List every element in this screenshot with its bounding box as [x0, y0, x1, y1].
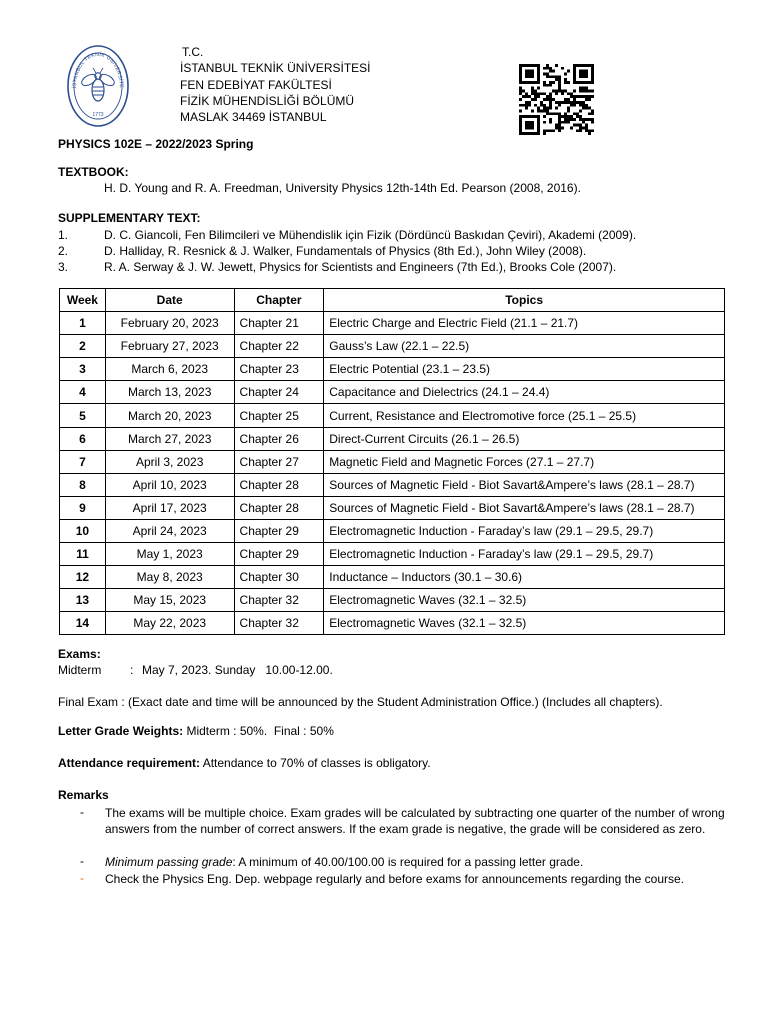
date-cell: April 10, 2023: [105, 473, 234, 496]
week-cell: 6: [60, 427, 106, 450]
seal-arc-text: İSTANBUL TEKNİK ÜNİVERSİTE: [71, 51, 125, 89]
remarks-label: Remarks: [58, 788, 109, 802]
date-cell: February 27, 2023: [105, 335, 234, 358]
textbook-label: TEXTBOOK:: [58, 165, 129, 179]
bee-seal-icon: [66, 44, 130, 128]
course-title: PHYSICS 102E – 2022/2023 Spring: [58, 137, 254, 151]
date-cell: May 22, 2023: [105, 612, 234, 635]
chapter-cell: Chapter 27: [234, 450, 324, 473]
week-cell: 14: [60, 612, 106, 635]
remark-bullet-2: -: [80, 854, 84, 868]
chapter-cell: Chapter 22: [234, 335, 324, 358]
chapter-cell: Chapter 32: [234, 612, 324, 635]
table-row: [60, 589, 725, 612]
header-line-address: MASLAK 34469 İSTANBUL: [180, 110, 327, 125]
chapter-cell: Chapter 28: [234, 473, 324, 496]
header-week: Week: [60, 289, 106, 312]
supplementary-label: SUPPLEMENTARY TEXT:: [58, 211, 201, 225]
week-cell: 3: [60, 358, 106, 381]
date-cell: May 1, 2023: [105, 543, 234, 566]
remark-item-1: The exams will be multiple choice. Exam grades will be calculated by subtracting one quarter of the number of wrong answers from the number of correct answers. If the exam grade is negative, the grade will be considered as zero.: [105, 806, 725, 837]
header-line-university: İSTANBUL TEKNİK ÜNİVERSİTESİ: [180, 61, 371, 76]
attendance: [58, 756, 431, 770]
seal-year: 1773: [92, 112, 104, 118]
header-line-department: FİZİK MÜHENDİSLİĞİ BÖLÜMÜ: [180, 93, 355, 108]
topic-cell: Electromagnetic Induction - Faraday’s law (29.1 – 29.5, 29.7): [324, 519, 725, 542]
week-cell: 11: [60, 543, 106, 566]
date-cell: April 17, 2023: [105, 496, 234, 519]
topic-cell: Electromagnetic Induction - Faraday’s law (29.1 – 29.5, 29.7): [324, 543, 725, 566]
topic-cell: Sources of Magnetic Field - Biot Savart&Ampere’s laws (28.1 – 28.7): [324, 473, 725, 496]
attendance-value: Attendance to 70% of classes is obligatory.: [200, 756, 431, 770]
textbook-text: H. D. Young and R. A. Freedman, University Physics 12th-14th Ed. Pearson (2008, 2016).: [104, 181, 581, 195]
header-date: Date: [105, 289, 234, 312]
remark-item-2-italic: Minimum passing grade: [105, 855, 233, 869]
header-chapter: Chapter: [234, 289, 324, 312]
header-topics: Topics: [324, 289, 725, 312]
week-cell: 8: [60, 473, 106, 496]
chapter-cell: Chapter 25: [234, 404, 324, 427]
date-cell: May 8, 2023: [105, 566, 234, 589]
week-cell: 7: [60, 450, 106, 473]
chapter-cell: Chapter 29: [234, 519, 324, 542]
supplementary-text-1: D. C. Giancoli, Fen Bilimcileri ve Mühendislik için Fizik (Dördüncü Baskıdan Çeviri), Akademi (2009).: [104, 228, 637, 242]
week-cell: 9: [60, 496, 106, 519]
qr-code-icon: [519, 64, 594, 135]
remark-item-2: [105, 854, 735, 870]
table-row: [60, 450, 725, 473]
remark-item-3: Check the Physics Eng. Dep. webpage regularly and before exams for announcements regarding the course.: [105, 872, 684, 886]
midterm-label: Midterm: [58, 663, 102, 677]
grade-weights-label: Letter Grade Weights:: [58, 724, 184, 738]
table-row: [60, 566, 725, 589]
university-seal: [66, 44, 130, 128]
table-row: [60, 519, 725, 542]
table-row: [60, 312, 725, 335]
supplementary-text-3: R. A. Serway & J. W. Jewett, Physics for Scientists and Engineers (7th Ed.), Brooks Cole (2007).: [104, 260, 617, 274]
topic-cell: Capacitance and Dielectrics (24.1 – 24.4): [324, 381, 725, 404]
supplementary-num-2: 2.: [58, 244, 69, 258]
date-cell: March 20, 2023: [105, 404, 234, 427]
table-row: [60, 612, 725, 635]
supplementary-num-3: 3.: [58, 260, 69, 274]
topic-cell: Electric Charge and Electric Field (21.1 – 21.7): [324, 312, 725, 335]
svg-text:İSTANBUL TEKNİK ÜNİVERSİTESİ: [66, 44, 124, 88]
chapter-cell: Chapter 23: [234, 358, 324, 381]
final-exam-text: Final Exam : (Exact date and time will be announced by the Student Administration Office.) (Includes all chapters).: [58, 695, 663, 709]
topic-cell: Electromagnetic Waves (32.1 – 32.5): [324, 612, 725, 635]
attendance-label: Attendance requirement:: [58, 756, 201, 770]
topic-cell: Inductance – Inductors (30.1 – 30.6): [324, 566, 725, 589]
table-row: [60, 543, 725, 566]
chapter-cell: Chapter 21: [234, 312, 324, 335]
table-row: [60, 335, 725, 358]
exams-label: Exams:: [58, 647, 101, 661]
topic-cell: Gauss’s Law (22.1 – 22.5): [324, 335, 725, 358]
date-cell: March 27, 2023: [105, 427, 234, 450]
date-cell: May 15, 2023: [105, 589, 234, 612]
chapter-cell: Chapter 30: [234, 566, 324, 589]
table-header-row: [60, 289, 725, 312]
topic-cell: Direct-Current Circuits (26.1 – 26.5): [324, 427, 725, 450]
table-row: [60, 473, 725, 496]
chapter-cell: Chapter 32: [234, 589, 324, 612]
topic-cell: Electromagnetic Waves (32.1 – 32.5): [324, 589, 725, 612]
header-line-tc: T.C.: [182, 45, 204, 59]
remark-bullet-3: -: [80, 871, 84, 885]
week-cell: 13: [60, 589, 106, 612]
supplementary-text-2: D. Halliday, R. Resnick & J. Walker, Fundamentals of Physics (8th Ed.), John Wiley (2008).: [104, 244, 587, 258]
table-row: [60, 496, 725, 519]
week-cell: 5: [60, 404, 106, 427]
topic-cell: Current, Resistance and Electromotive force (25.1 – 25.5): [324, 404, 725, 427]
topic-cell: Magnetic Field and Magnetic Forces (27.1 – 27.7): [324, 450, 725, 473]
chapter-cell: Chapter 24: [234, 381, 324, 404]
week-cell: 12: [60, 566, 106, 589]
table-row: [60, 404, 725, 427]
midterm-separator: :: [130, 663, 134, 677]
supplementary-num-1: 1.: [58, 228, 69, 242]
remark-item-2-rest: : A minimum of 40.00/100.00 is required for a passing letter grade.: [232, 855, 584, 869]
week-cell: 10: [60, 519, 106, 542]
chapter-cell: Chapter 28: [234, 496, 324, 519]
week-cell: 4: [60, 381, 106, 404]
chapter-cell: Chapter 26: [234, 427, 324, 450]
week-cell: 1: [60, 312, 106, 335]
date-cell: April 3, 2023: [105, 450, 234, 473]
table-row: [60, 381, 725, 404]
schedule-table: [59, 288, 725, 635]
table-row: [60, 358, 725, 381]
grade-weights-value: Midterm : 50%. Final : 50%: [183, 724, 334, 738]
chapter-cell: Chapter 29: [234, 543, 324, 566]
header-line-faculty: FEN EDEBİYAT FAKÜLTESİ: [180, 77, 332, 92]
date-cell: February 20, 2023: [105, 312, 234, 335]
midterm-value: May 7, 2023. Sunday 10.00-12.00.: [142, 663, 333, 677]
date-cell: March 13, 2023: [105, 381, 234, 404]
date-cell: March 6, 2023: [105, 358, 234, 381]
institution-header: [180, 44, 371, 125]
week-cell: 2: [60, 335, 106, 358]
topic-cell: Sources of Magnetic Field - Biot Savart&Ampere’s laws (28.1 – 28.7): [324, 496, 725, 519]
remark-bullet-1: -: [80, 805, 84, 819]
grade-weights: [58, 724, 334, 738]
date-cell: April 24, 2023: [105, 519, 234, 542]
topic-cell: Electric Potential (23.1 – 23.5): [324, 358, 725, 381]
table-row: [60, 427, 725, 450]
